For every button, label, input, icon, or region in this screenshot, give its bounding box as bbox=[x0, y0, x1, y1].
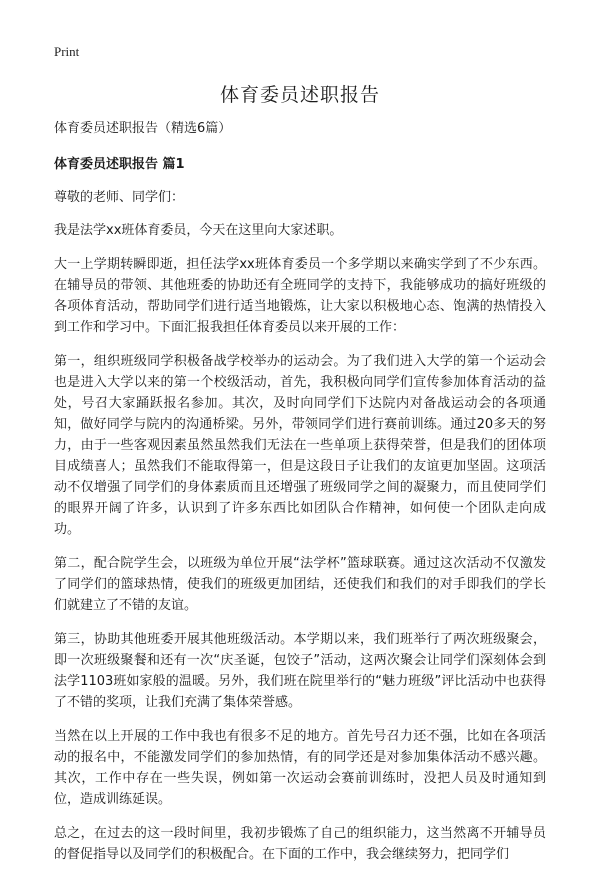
document-body bbox=[54, 118, 546, 878]
paragraph-intro: 我是法学xx班体育委员，今天在这里向大家述职。 bbox=[54, 223, 343, 238]
document-subtitle: 体育委员述职报告（精选6篇） bbox=[54, 121, 232, 136]
paragraph-conclusion: 总之，在过去的这一段时间里，我初步锻炼了自己的组织能力，这当然离不开辅导员的督促指导以及同学们的积极配合。在下面的工作中，我会继续努力，把同学们 bbox=[54, 826, 546, 862]
document-title: 体育委员述职报告 bbox=[219, 84, 380, 106]
paragraph-third-item: 第三，协助其他班委开展其他班级活动。本学期以来，我们班举行了两次班级聚会，即一次班级聚餐和还有一次“庆圣诞，包饺子”活动，这两次聚会让同学们深刻体会到法学1103班如家般的温暖。另外，我们班在院里举行的“魅力班级”评比活动中也获得了不错的奖项，让我们充满了集体荣誉感。 bbox=[54, 632, 546, 710]
paragraph-second-item: 第二，配合院学生会，以班级为单位开展“法学杯”篮球联赛。通过这次活动不仅激发了同学们的篮球热情，使我们的班级更加团结，还使我们和我们的对手即我们的学长们就建立了不错的友谊。 bbox=[54, 556, 546, 613]
greeting: 尊敬的老师、同学们： bbox=[54, 190, 185, 205]
print-link[interactable]: Print bbox=[54, 44, 80, 59]
paragraph-shortcomings: 当然在以上开展的工作中我也有很多不足的地方。首先号召力还不强，比如在各项活动的报名中，不能激发同学们的参加热情，有的同学还是对参加集体活动不感兴趣。其次，工作中存在一些失误，例如第一次运动会赛前训练时，没把人员及时通知到位，造成训练延误。 bbox=[54, 729, 546, 807]
paragraph-overview: 大一上学期转瞬即逝，担任法学xx班体育委员一个多学期以来确实学到了不少东西。在辅导员的带领、其他班委的协助还有全班同学的支持下，我能够成功的搞好班级的各项体育活动，帮助同学们进行适当地锻炼，让大家以积极地心态、饱满的热情投入到工作和学习中。下面汇报我担任体育委员以来开展的工作： bbox=[54, 257, 546, 335]
section-heading: 体育委员述职报告 篇1 bbox=[54, 157, 185, 172]
paragraph-first-item: 第一，组织班级同学积极备战学校举办的运动会。为了我们进入大学的第一个运动会也是进入大学以来的第一个校级活动，首先，我积极向同学们宣传参加体育活动的益处，号召大家踊跃报名参加。其次，及时向同学们下达院内对备战运动会的各项通知，做好同学与院内的沟通桥梁。另外，带领同学们进行赛前训练。通过20多天的努力，由于一些客观因素虽然虽然我们无法在一些单项上获得荣誉，但是我们的团体项目成绩喜人；虽然我们不能取得第一，但是这段日子让我们的友谊更加坚固。这项活动不仅增强了同学们的身体素质而且还增强了班级同学之间的凝聚力，而且使同学们的眼界开阔了许多，认识到了许多东西比如团队合作精神，如何使一个团队走向成功。 bbox=[54, 354, 546, 537]
